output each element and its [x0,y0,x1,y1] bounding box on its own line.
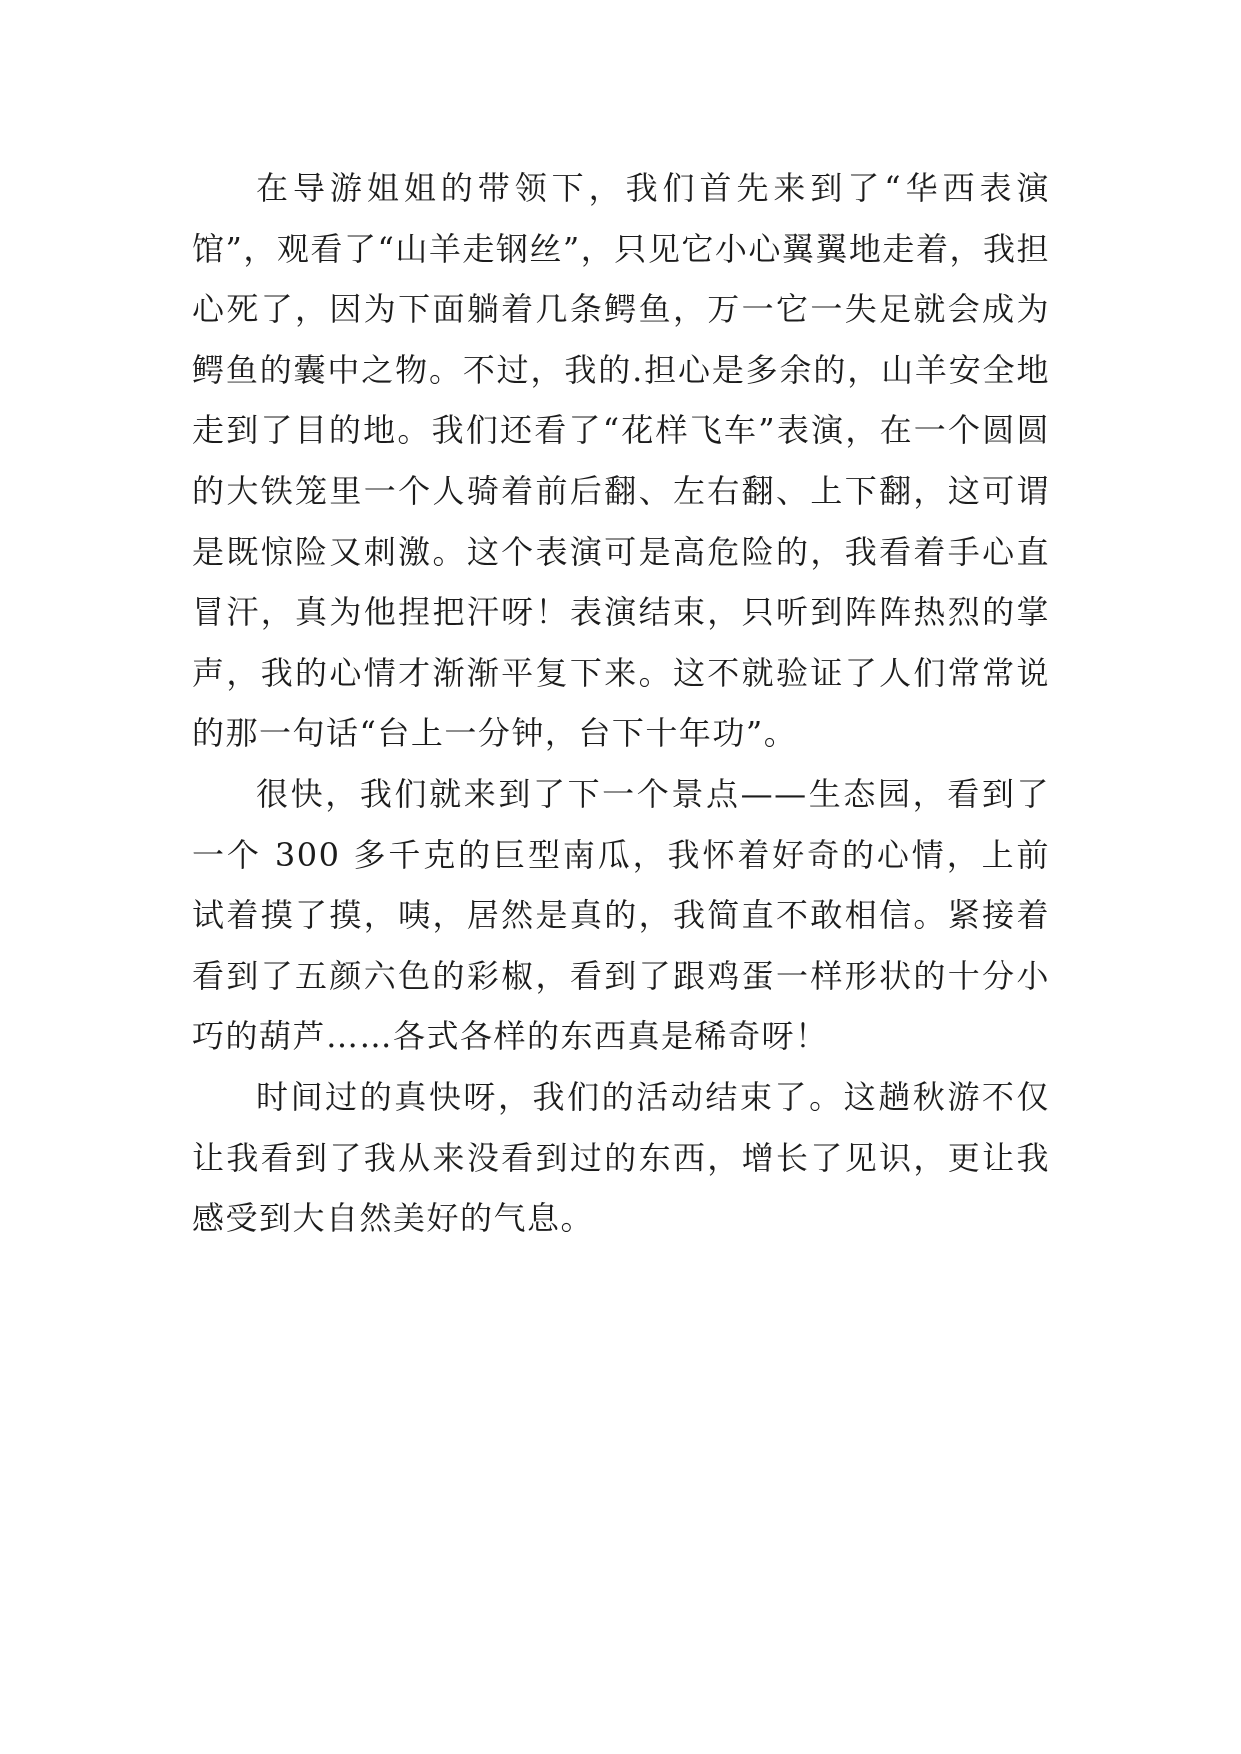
paragraph-conclusion: 时间过的真快呀，我们的活动结束了。这趟秋游不仅让我看到了我从来没看到过的东西，增长了见识，更让我感受到大自然美好的气息。 [192,1077,1050,1238]
paragraph-performance-hall: 在导游姐姐的带领下，我们首先来到了“华西表演馆”，观看了“山羊走钢丝”，只见它小心翼翼地走着，我担心死了，因为下面躺着几条鳄鱼，万一它一失足就会成为鳄鱼的囊中之物。不过，我的.担心是多余的，山羊安全地走到了目的地。我们还看了“花样飞车”表演，在一个圆圆的大铁笼里一个人骑着前后翻、左右翻、上下翻，这可谓是既惊险又刺激。这个表演可是高危险的，我看着手心直冒汗，真为他捏把汗呀！表演结束，只听到阵阵热烈的掌声，我的心情才渐渐平复下来。这不就验证了人们常常说的那一句话“台上一分钟，台下十年功”。 [192,169,1050,753]
paragraph-ecological-garden: 很快，我们就来到了下一个景点——生态园，看到了一个 300 多千克的巨型南瓜，我怀着好奇的心情，上前试着摸了摸，咦，居然是真的，我简直不敢相信。紧接着看到了五颜六色的彩椒，看到了跟鸡蛋一样形状的十分小巧的葫芦……各式各样的东西真是稀奇呀！ [192,774,1050,1056]
essay-body [192,158,1050,1249]
